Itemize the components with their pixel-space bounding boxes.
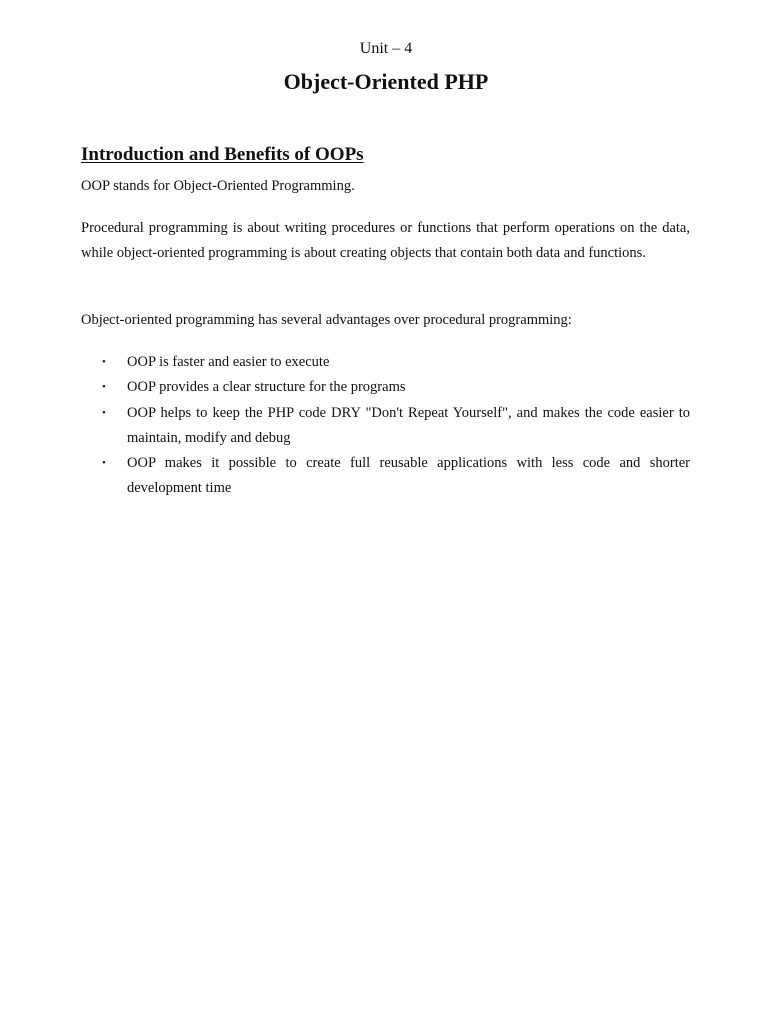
unit-label: Unit – 4 xyxy=(359,40,413,57)
list-item-text: OOP helps to keep the PHP code DRY "Don't Repeat Yourself", and makes the code easier to maintain, modify and debug xyxy=(127,404,690,446)
bullet-icon: • xyxy=(102,457,106,470)
paragraph-advantages-intro: Object-oriented programming has several advantages over procedural programming: xyxy=(81,312,572,328)
section-heading: Introduction and Benefits of OOPs xyxy=(81,144,364,165)
list-item xyxy=(81,401,690,452)
bullet-icon: • xyxy=(102,356,106,368)
page-title: Object-Oriented PHP xyxy=(283,69,489,94)
list-item-text: OOP is faster and easier to execute xyxy=(127,354,330,370)
list-item-text: OOP provides a clear structure for the programs xyxy=(127,379,406,396)
list-item xyxy=(81,451,690,502)
bullet-icon: • xyxy=(102,381,106,394)
advantages-list xyxy=(81,350,690,502)
bullet-icon: • xyxy=(102,406,106,419)
paragraph-procedural-vs-oop: Procedural programming is about writing procedures or functions that perform operations on the data, while object-oriented programming is about creating objects that contain both data and functions. xyxy=(81,220,690,261)
list-item xyxy=(81,350,690,375)
list-item-text: OOP makes it possible to create full reusable applications with less code and shorter development time xyxy=(127,455,690,497)
list-item xyxy=(81,375,690,400)
paragraph-oop-definition: OOP stands for Object-Oriented Programming. xyxy=(81,178,355,194)
